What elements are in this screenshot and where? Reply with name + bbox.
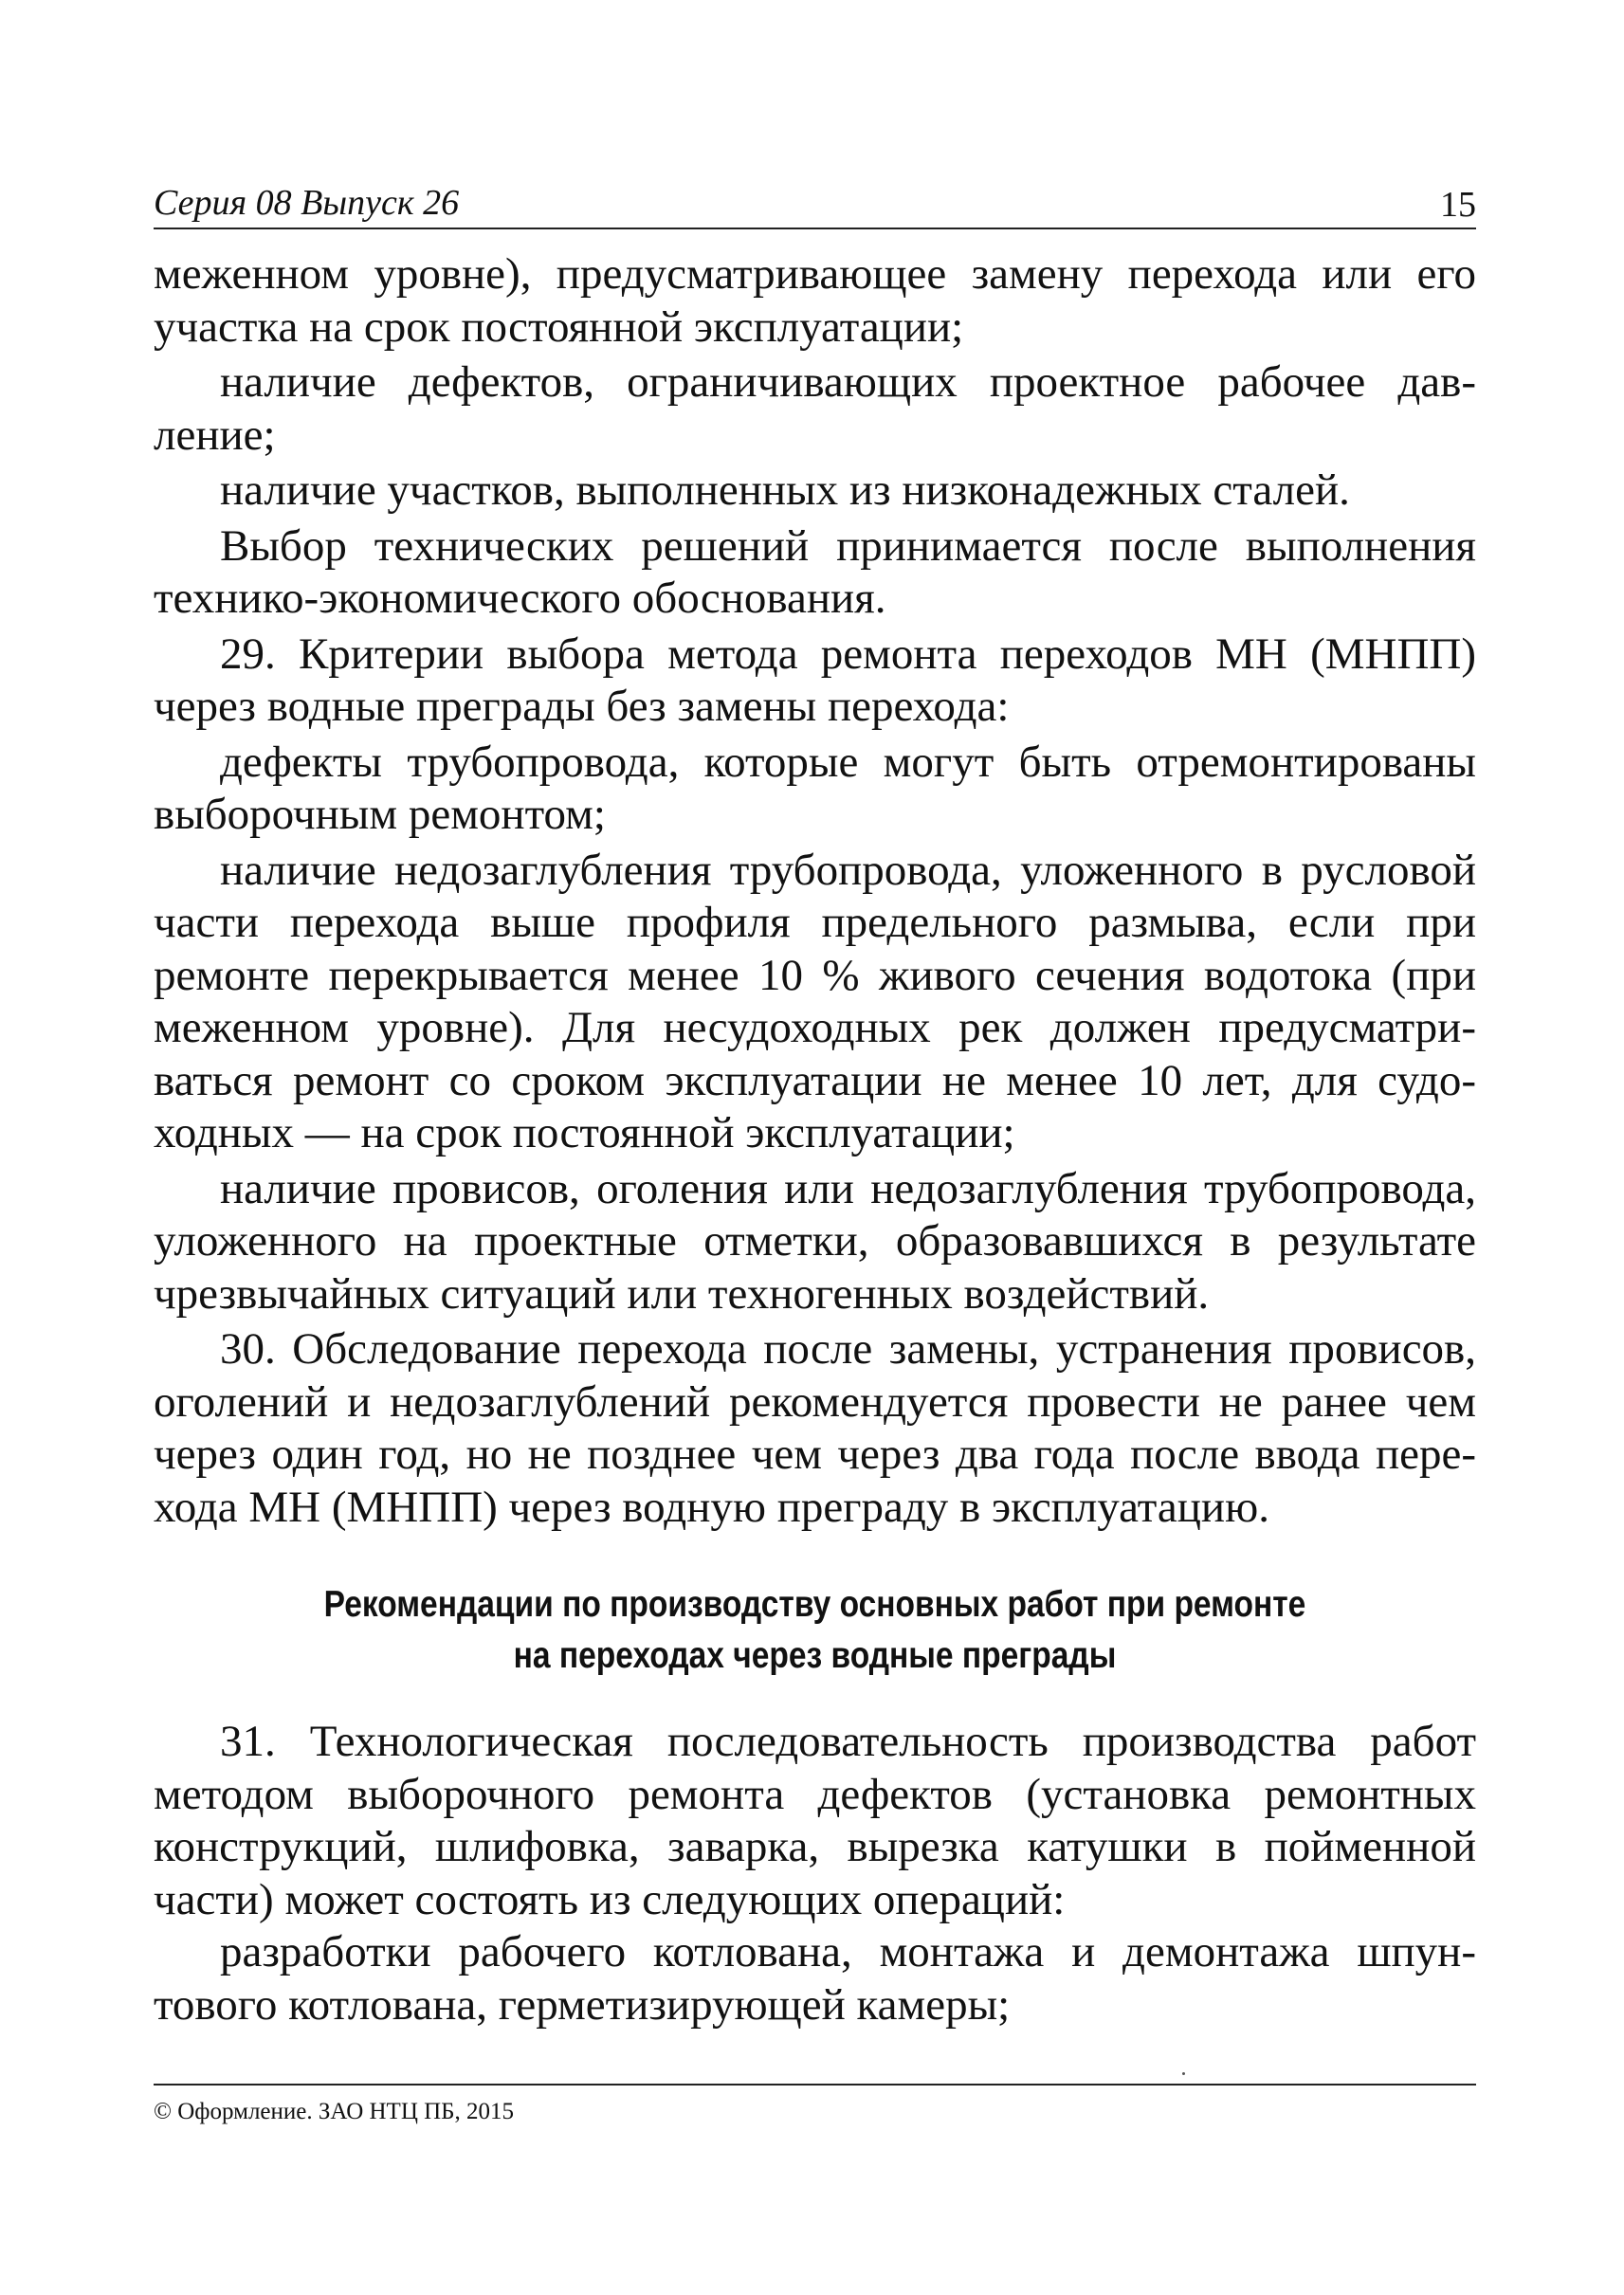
page-header [154,178,1476,229]
paragraph: 30. Обследование перехода после замены, устранения провисов, оголений и недозаглублений рекомендуется провести не ранее чем через один год, но не позднее чем через два года после ввода перехода МН (МНПП) через водную преграду в эксплуатацию. [154,1324,1476,1532]
paragraph: 31. Технологическая последовательность производства работ методом выборочного ремонта дефектов (установка ремонтных конструкций, шлифовка, заварка, вырезка катушки в пойменной части) может состоять из следующих операций: [154,1717,1476,1924]
page-footer [154,2084,1476,2125]
paragraph: дефекты трубопровода, которые могут быть отремонтированы выборочным ремонтом; [154,737,1476,839]
paragraph: наличие дефектов, ограничивающих проектное рабочее давление; [154,357,1476,460]
speck-mark [1182,2072,1185,2075]
section-heading-line-2: на переходах через водные преграды [513,1635,1117,1676]
body-text [154,248,1476,1534]
series-title: Серия 08 Выпуск 26 [154,183,460,223]
paragraph: меженном уровне), предусматривающее замену перехода или его участка на срок постоянной эксплуатации; [154,249,1476,352]
copyright-notice: © Оформление. ЗАО НТЦ ПБ, 2015 [154,2099,515,2124]
section-heading-line-1: Рекомендации по производству основных работ при ремонте [323,1584,1306,1625]
paragraph: наличие недозаглубления трубопровода, уложенного в русловой части перехода выше профиля предельного размыва, если при ремонте перекрывается менее 10 % живого сечения водотока (при меженном уровне). Для несудоходных рек должен предусматриваться ремонт со сроком эксплуатации не менее 10 лет, для судоходных — на срок постоянной эксплуатации; [154,845,1476,1157]
body-text-section-2 [154,1716,1476,2031]
paragraph: 29. Критерии выбора метода ремонта переходов МН (МНПП) через водные преграды без замены перехода: [154,628,1476,731]
paragraph: Выбор технических решений принимается после выполнения технико-экономического обоснования. [154,520,1476,623]
section-heading [246,1579,1384,1682]
page-number: 15 [1440,185,1476,225]
paragraph: наличие участков, выполненных из низконадежных сталей. [220,465,1350,515]
paragraph: наличие провисов, оголения или недозаглубления трубопровода, уложенного на проектные отметки, образовавшихся в результате чрезвычайных ситуаций или техногенных воздействий. [154,1163,1476,1319]
paragraph: разработки рабочего котлована, монтажа и демонтажа шпунтового котлована, герметизирующей камеры; [154,1927,1476,2030]
